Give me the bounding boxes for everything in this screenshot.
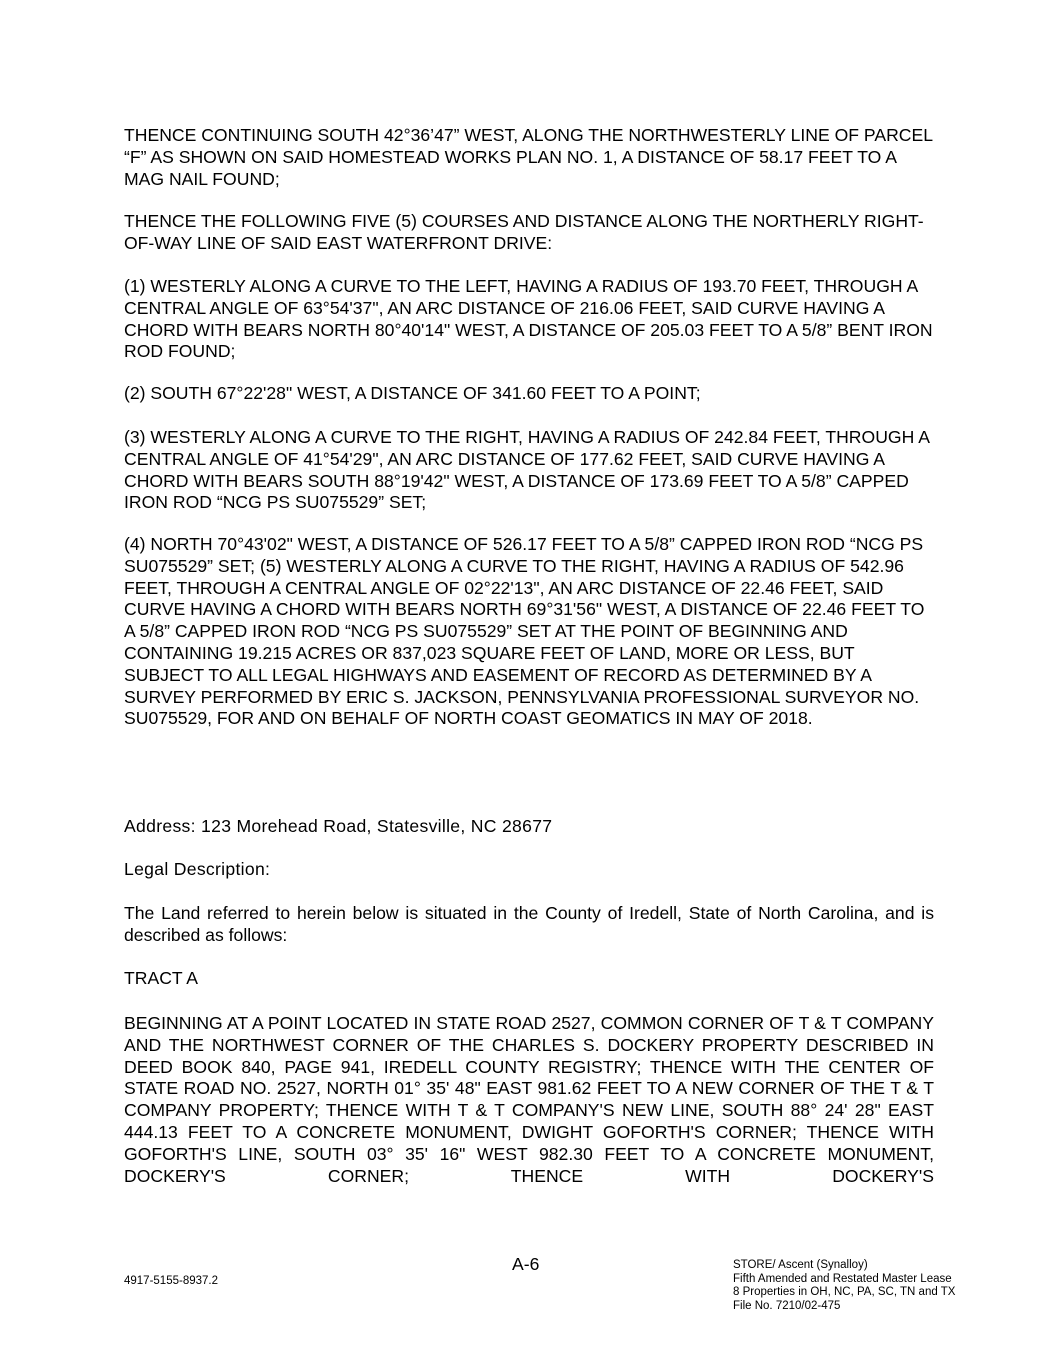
footer-line: STORE/ Ascent (Synalloy)	[733, 1259, 868, 1271]
paragraph-course-continuing: THENCE CONTINUING SOUTH 42°36’47” WEST, ALONG THE NORTHWESTERLY LINE OF PARCEL “F” AS SHOWN ON SAID HOMESTEAD WORKS PLAN NO. 1, A DISTANCE OF 58.17 FEET TO A MAG NAIL FOUND;	[124, 125, 933, 189]
footer-line: File No. 7210/02-475	[733, 1299, 841, 1312]
footer-line: 8 Properties in OH, NC, PA, SC, TN and TX	[733, 1286, 956, 1299]
page-number: A-6	[512, 1254, 540, 1274]
paragraph-course-4-5: (4) NORTH 70°43'02" WEST, A DISTANCE OF 526.17 FEET TO A 5/8” CAPPED IRON ROD “NCG PS SU075529” SET; (5) WESTERLY ALONG A CURVE TO THE RIGHT, HAVING A RADIUS OF 542.96 FEET, THROUGH A CENTRAL ANGLE OF 02°22'13", AN ARC DISTANCE OF 22.46 FEET, SAID CURVE HAVING A CHORD WITH BEARS NORTH 69°31'56" WEST, A DISTANCE OF 22.46 FEET TO A 5/8” CAPPED IRON ROD “NCG PS SU075529” SET AT THE POINT OF BEGINNING AND CONTAINING 19.215 ACRES OR 837,023 SQUARE FEET OF LAND, MORE OR LESS, BUT SUBJECT TO ALL LEGAL HIGHWAYS AND EASEMENT OF RECORD AS DETERMINED BY A SURVEY PERFORMED BY ERIC S. JACKSON, PENNSYLVANIA PROFESSIONAL SURVEYOR NO. SU075529, FOR AND ON BEHALF OF NORTH COAST GEOMATICS IN MAY OF 2018.	[124, 534, 925, 729]
document-id: 4917-5155-8937.2	[124, 1275, 218, 1287]
footer-reference-block	[733, 1259, 955, 1313]
tract-a-description: BEGINNING AT A POINT LOCATED IN STATE ROAD 2527, COMMON CORNER OF T & T COMPANY AND THE NORTHWEST CORNER OF THE CHARLES S. DOCKERY PROPERTY DESCRIBED IN DEED BOOK 840, PAGE 941, IREDELL COUNTY REGISTRY; THENCE WITH THE CENTER OF STATE ROAD NO. 2527, NORTH 01° 35' 48" EAST 981.62 FEET TO A NEW CORNER OF THE T & T COMPANY PROPERTY; THENCE WITH T & T COMPANY'S NEW LINE, SOUTH 88° 24' 28" EAST 444.13 FEET TO A CONCRETE MONUMENT, DWIGHT GOFORTH'S CORNER; THENCE WITH GOFORTH'S LINE, SOUTH 03° 35' 16" WEST 982.30 FEET TO A CONCRETE MONUMENT, DOCKERY'S CORNER; THENCE WITH DOCKERY'S	[124, 1013, 934, 1186]
paragraph-five-courses: THENCE THE FOLLOWING FIVE (5) COURSES AND DISTANCE ALONG THE NORTHERLY RIGHT-OF-WAY LINE OF SAID EAST WATERFRONT DRIVE:	[124, 211, 924, 253]
paragraph-course-3: (3) WESTERLY ALONG A CURVE TO THE RIGHT, HAVING A RADIUS OF 242.84 FEET, THROUGH A CENTRAL ANGLE OF 41°54'29", AN ARC DISTANCE OF 177.62 FEET, SAID CURVE HAVING A CHORD WITH BEARS SOUTH 88°19'42" WEST, A DISTANCE OF 173.69 FEET TO A 5/8” CAPPED IRON ROD “NCG PS SU075529” SET;	[124, 427, 929, 513]
tract-heading: TRACT A	[124, 968, 198, 988]
address-line: Address: 123 Morehead Road, Statesville, NC 28677	[124, 816, 553, 836]
legal-description-label: Legal Description:	[124, 859, 271, 879]
land-intro-paragraph: The Land referred to herein below is situated in the County of Iredell, State of North Carolina, and is described as follows:	[124, 903, 934, 945]
paragraph-course-2: (2) SOUTH 67°22'28" WEST, A DISTANCE OF 341.60 FEET TO A POINT;	[124, 383, 701, 403]
footer-line: Fifth Amended and Restated Master Lease	[733, 1272, 952, 1285]
paragraph-course-1: (1) WESTERLY ALONG A CURVE TO THE LEFT, HAVING A RADIUS OF 193.70 FEET, THROUGH A CENTRAL ANGLE OF 63°54'37", AN ARC DISTANCE OF 216.06 FEET, SAID CURVE HAVING A CHORD WITH BEARS NORTH 80°40'14" WEST, A DISTANCE OF 205.03 FEET TO A 5/8” BENT IRON ROD FOUND;	[124, 276, 933, 362]
